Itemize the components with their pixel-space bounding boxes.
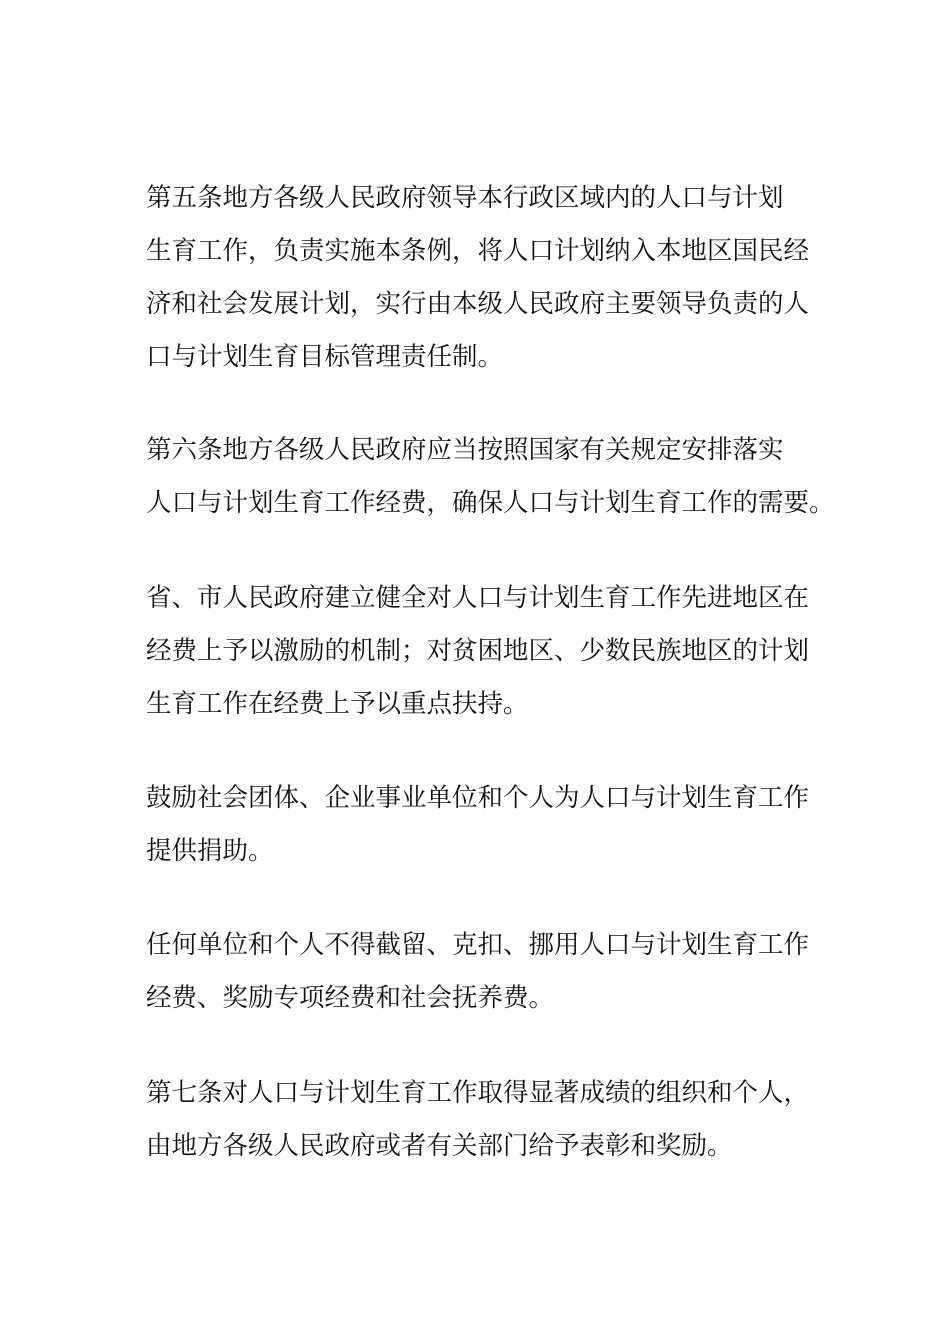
text-line: 生育工作在经费上予以重点扶持。 (146, 689, 529, 719)
text-line: 由地方各级人民政府或者有关部门给予表彰和奖励。 (146, 1131, 733, 1161)
text-line: 第七条对人口与计划生育工作取得显著成绩的组织和个人， (146, 1078, 810, 1108)
text-line: 口与计划生育目标管理责任制。 (146, 342, 504, 372)
paragraph-donations (146, 772, 826, 878)
text-line: 第五条地方各级人民政府领导本行政区域内的人口与计划 (146, 183, 784, 213)
text-line: 提供捐助。 (146, 836, 274, 866)
paragraph-fund-misuse (146, 919, 826, 1025)
paragraph-article-7 (146, 1067, 826, 1173)
text-line: 鼓励社会团体、企业事业单位和个人为人口与计划生育工作 (146, 783, 810, 813)
text-line: 经费上予以激励的机制；对贫困地区、少数民族地区的计划 (146, 636, 810, 666)
paragraph-article-6 (146, 424, 835, 530)
text-line: 任何单位和个人不得截留、克扣、挪用人口与计划生育工作 (146, 930, 810, 960)
text-line: 省、市人民政府建立健全对人口与计划生育工作先进地区在 (146, 583, 810, 613)
text-line: 生育工作，负责实施本条例，将人口计划纳入本地区国民经 (146, 236, 810, 266)
text-line: 第六条地方各级人民政府应当按照国家有关规定安排落实 (146, 435, 784, 465)
text-line: 经费、奖励专项经费和社会抚养费。 (146, 983, 555, 1013)
text-line: 人口与计划生育工作经费，确保人口与计划生育工作的需要。 (146, 488, 835, 518)
paragraph-incentive-mechanism (146, 572, 826, 731)
paragraph-article-5 (146, 172, 826, 384)
text-line: 济和社会发展计划，实行由本级人民政府主要领导负责的人 (146, 289, 810, 319)
